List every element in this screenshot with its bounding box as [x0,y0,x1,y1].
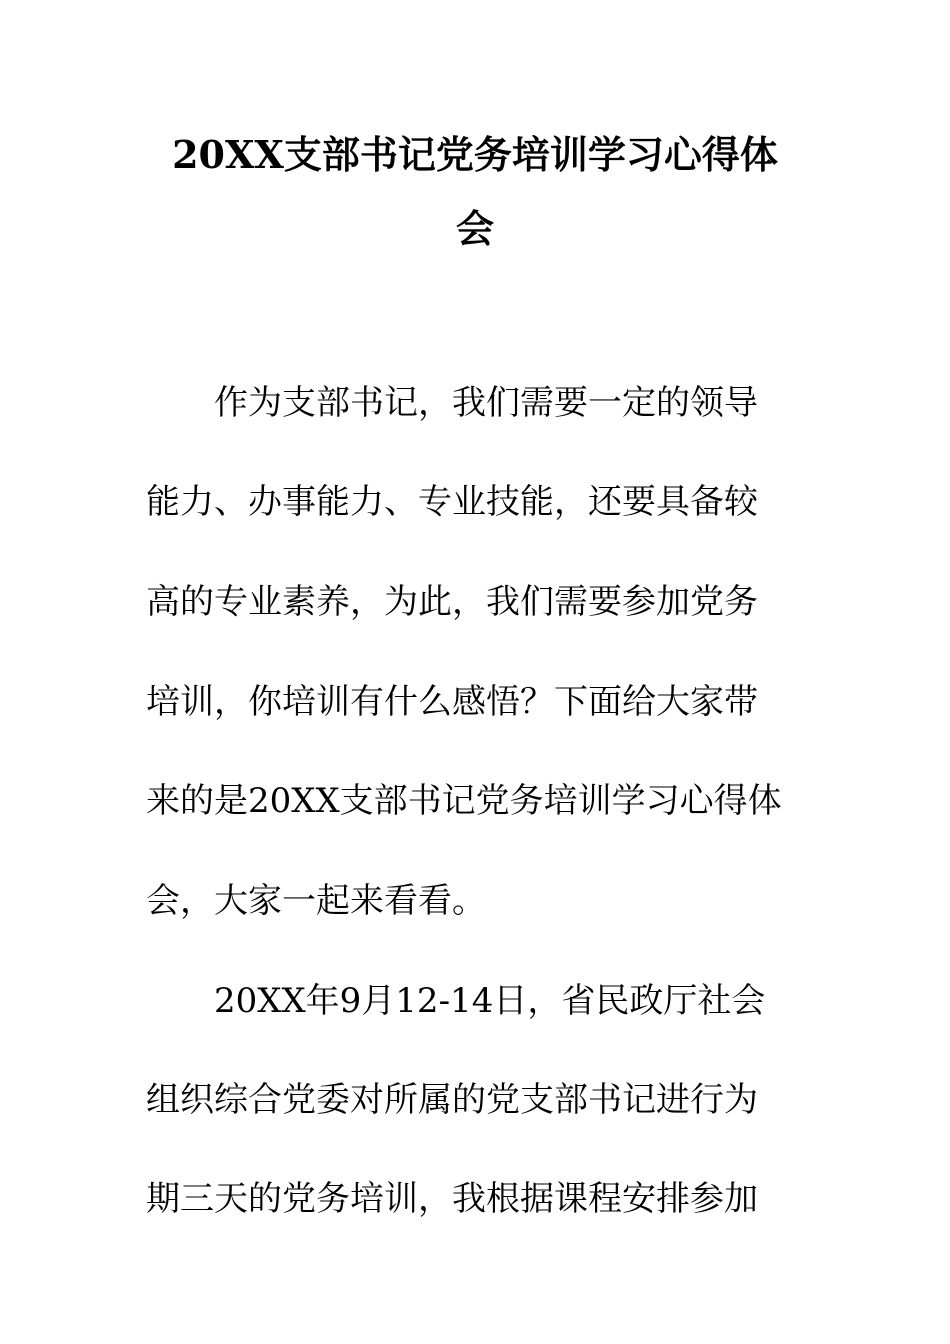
paragraph-line: 来的是20XX支部书记党务培训学习心得体 [146,781,782,821]
paragraph-line: 高的专业素养，为此，我们需要参加党务 [146,582,758,622]
paragraph-line: 能力、办事能力、专业技能，还要具备较 [146,482,758,522]
paragraph-line: 20XX年9月12-14日，省民政厅社会 [214,981,766,1021]
paragraph-line: 培训，你培训有什么感悟？下面给大家带 [146,682,758,722]
paragraph-line: 会，大家一起来看看。 [146,881,486,921]
paragraph-line: 期三天的党务培训，我根据课程安排参加 [146,1179,758,1219]
paragraph-line: 作为支部书记，我们需要一定的领导 [214,383,758,423]
paragraph-line: 组织综合党委对所属的党支部书记进行为 [146,1080,758,1120]
title-line: 20XX支部书记党务培训学习心得体 [172,132,778,177]
title-line: 会 [455,206,494,251]
